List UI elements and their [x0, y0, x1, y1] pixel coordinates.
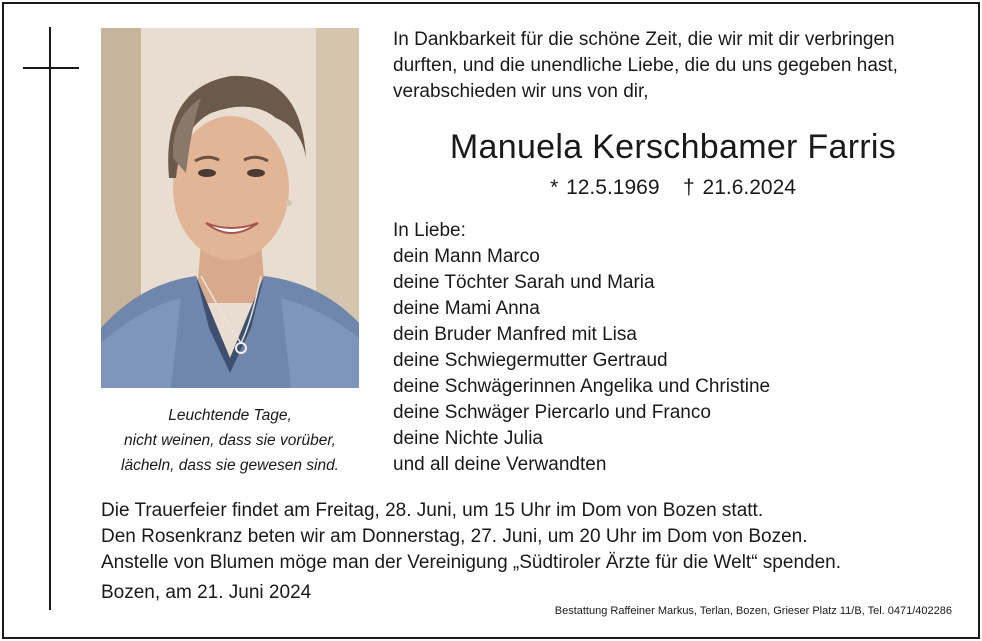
funeral-home-footer: Bestattung Raffeiner Markus, Terlan, Bozen, Grieser Platz 11/B, Tel. 0471/402286	[554, 605, 952, 617]
rosary-info: Den Rosenkranz beten wir am Donnerstag, 27. Juni, um 20 Uhr im Dom von Bozen.	[101, 526, 808, 547]
life-dates: * 12.5.1969 † 21.6.2024	[550, 176, 796, 199]
intro-line: In Dankbarkeit für die schöne Zeit, die wir mit dir verbringen	[393, 29, 895, 50]
cross-icon-bar	[23, 67, 79, 69]
mourner-item: deine Mami Anna	[393, 298, 540, 319]
portrait-photo	[101, 28, 359, 388]
mourner-item: deine Schwiegermutter Gertraud	[393, 350, 668, 371]
mourner-item: dein Bruder Manfred mit Lisa	[393, 324, 637, 345]
funeral-info: Die Trauerfeier findet am Freitag, 28. Juni, um 15 Uhr im Dom von Bozen statt.	[101, 500, 764, 521]
mourners-heading: In Liebe:	[393, 220, 466, 241]
intro-line: durften, und die unendliche Liebe, die du uns gegeben hast,	[393, 55, 898, 76]
mourner-item: deine Schwäger Piercarlo und Franco	[393, 402, 711, 423]
mourner-item: deine Nichte Julia	[393, 428, 543, 449]
deceased-name: Manuela Kerschbamer Farris	[449, 128, 897, 166]
mourner-item: dein Mann Marco	[393, 246, 540, 267]
intro-line: verabschieden wir uns von dir,	[393, 81, 649, 102]
quote-line: nicht weinen, dass sie vorüber,	[124, 432, 336, 449]
place-date: Bozen, am 21. Juni 2024	[101, 582, 312, 603]
mourner-item: und all deine Verwandten	[393, 454, 607, 475]
donation-info: Anstelle von Blumen möge man der Vereinigung „Südtiroler Ärzte für die Welt“ spenden.	[101, 552, 841, 573]
quote-line: lächeln, dass sie gewesen sind.	[121, 457, 339, 474]
cross-icon	[49, 27, 51, 610]
mourner-item: deine Schwägerinnen Angelika und Christine	[393, 376, 771, 397]
mourner-item: deine Töchter Sarah und Maria	[393, 272, 655, 293]
quote-line: Leuchtende Tage,	[168, 407, 292, 424]
